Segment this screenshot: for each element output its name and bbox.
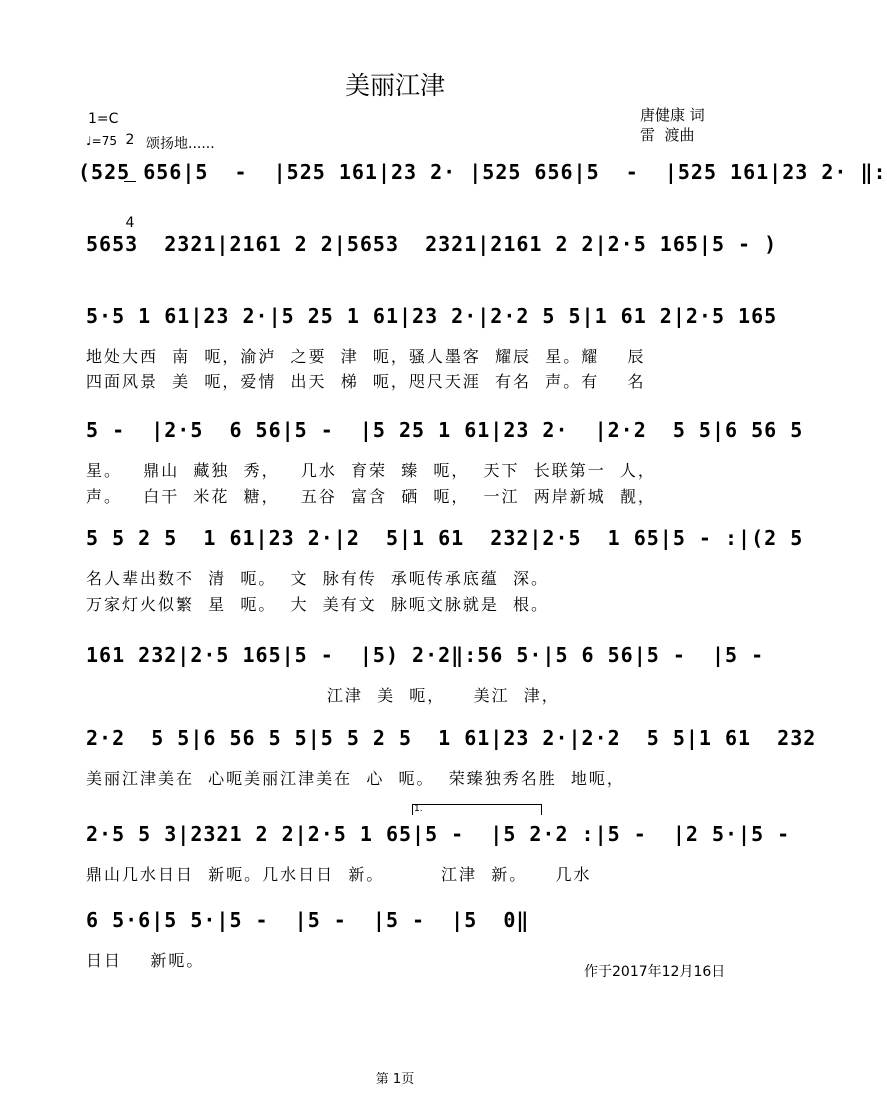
staff-line-4-notes: 5 - |2·5 6 56|5 - |5 25 1 61|23 2· |2·2 5 5|6 56 5	[86, 418, 804, 442]
staff-line-3-notes: 5·5 1 61|23 2·|5 25 1 61|23 2·|2·2 5 5|1 61 2|2·5 165	[86, 304, 778, 328]
staff-line-9-notes: 6 5·6|5 5·|5 - |5 - |5 - |5 0‖	[86, 908, 530, 932]
volta-label: 1.	[414, 804, 423, 814]
staff-line-1-notes: (525 656|5 - |525 161|23 2· |525 656|5 - |525 161|23 2· ‖:	[78, 160, 887, 184]
staff-line-5-notes: 5 5 2 5 1 61|23 2·|2 5|1 61 232|2·5 1 65|5 - :|(2 5	[86, 526, 804, 550]
lyric-line-3b: 四面风景 美 呃，爱情 出天 梯 呃，咫尺天涯 有名 声。有 名	[86, 372, 646, 391]
staff-line-7-notes: 2·2 5 5|6 56 5 5|5 5 2 5 1 61|23 2·|2·2 5 5|1 61 232	[86, 726, 817, 750]
staff-line-6-notes: 161 232|2·5 165|5 - |5) 2·2‖:56 5·|5 6 56|5 - |5 -	[86, 643, 765, 667]
lyric-line-3a: 地处大西 南 呃，渝泸 之要 津 呃，骚人墨客 耀辰 星。耀 辰	[86, 347, 646, 366]
lyric-line-9: 日日 新呃。	[86, 951, 205, 970]
page-number: 第 1页	[375, 1072, 415, 1087]
staff-line-8-notes: 2·5 5 3|2321 2 2|2·5 1 65|5 - |5 2·2 :|5 - |2 5·|5 -	[86, 822, 791, 846]
key-signature: 1=C	[88, 111, 119, 127]
time-bottom: 4	[125, 215, 135, 231]
time-top: 2	[125, 132, 135, 148]
lyric-line-4b: 声。 白干 米花 糖， 五谷 富含 硒 呃， 一江 两岸新城 靓，	[86, 487, 656, 506]
expression-mark: 颂扬地......	[146, 136, 215, 152]
volta-bracket	[412, 804, 542, 815]
song-title: 美丽江津	[344, 71, 445, 100]
composer-credit: 雷 渡曲	[640, 126, 695, 144]
staff-line-2-notes: 5653 2321|2161 2 2|5653 2321|2161 2 2|2·5 165|5 - )	[86, 232, 778, 256]
lyric-line-5a: 名人辈出数不 清 呃。 文 脉有传 承呃传承底蕴 深。	[86, 569, 550, 588]
lyric-line-5b: 万家灯火似繁 星 呃。 大 美有文 脉呃文脉就是 根。	[86, 595, 550, 614]
lyricist-credit: 唐健康 词	[640, 106, 705, 124]
lyric-line-4a: 星。 鼎山 藏独 秀， 几水 育荣 臻 呃， 天下 长联第一 人，	[86, 461, 656, 480]
composition-date: 作于2017年12月16日	[584, 964, 726, 980]
lyric-line-8: 鼎山几水日日 新呃。几水日日 新。 江津 新。 几水	[86, 865, 592, 884]
tempo-mark: ♩=75	[86, 134, 117, 148]
lyric-line-7: 美丽江津美在 心呃美丽江津美在 心 呃。 荣臻独秀名胜 地呃，	[86, 769, 625, 788]
lyric-line-6: 江津 美 呃， 美江 津，	[86, 686, 560, 705]
